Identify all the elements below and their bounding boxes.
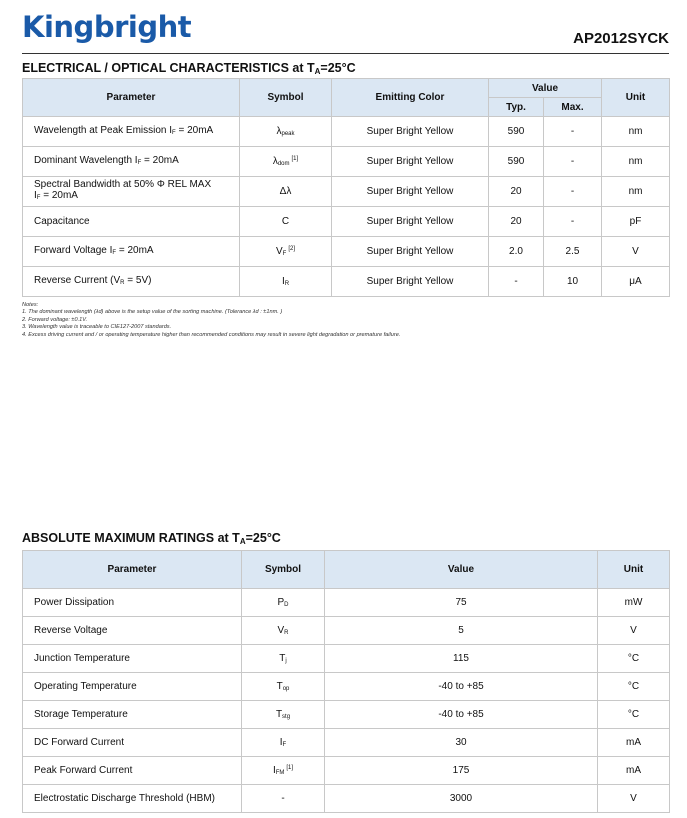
value-text: -40 to +85: [438, 709, 484, 720]
brand-logo: Kingbright: [22, 10, 192, 44]
parameter-subscript: F: [137, 159, 142, 166]
unit-text: pF: [629, 216, 642, 227]
parameter-text: Operating Temperature: [34, 681, 137, 692]
typ-cell: [489, 207, 544, 237]
parameter-text: Reverse Current (V: [34, 274, 121, 286]
emitting-color-cell: [332, 267, 489, 297]
unit-cell: [598, 757, 670, 785]
parameter-cell: [23, 177, 240, 207]
note-item: 2. Forward voltage: ±0.1V.: [22, 316, 88, 323]
symbol-cell: [242, 757, 325, 785]
unit-cell: [602, 147, 670, 177]
typ-value: 20: [510, 216, 522, 227]
unit-text: mW: [624, 597, 643, 608]
emitting-color-cell: [332, 117, 489, 147]
typ-cell: [489, 237, 544, 267]
value-cell: [325, 757, 598, 785]
typ-cell: [489, 117, 544, 147]
parameter-text: Capacitance: [34, 216, 90, 227]
value-cell: [325, 673, 598, 701]
max-value: 10: [566, 276, 579, 287]
parameter-cell: [23, 673, 242, 701]
parameter-text: Wavelength at Peak Emission I: [34, 124, 173, 136]
value-text: 5: [458, 625, 464, 636]
table-row: [23, 701, 670, 729]
parameter-text: Junction Temperature: [34, 653, 130, 664]
unit-text: V: [630, 793, 637, 804]
symbol-cell: [242, 785, 325, 813]
notes: [22, 302, 400, 339]
header-parameter: Parameter: [23, 79, 240, 117]
parameter-cell: [23, 237, 240, 267]
typ-value: 2.0: [509, 246, 523, 257]
unit-cell: [598, 729, 670, 757]
symbol-cell: [242, 729, 325, 757]
unit-text: °C: [627, 653, 640, 664]
parameter-cell: [23, 589, 242, 617]
symbol-subscript: R: [284, 630, 289, 636]
symbol-cell: [240, 117, 332, 147]
max-cell: [544, 267, 602, 297]
symbol-cell: [242, 673, 325, 701]
symbol-text: I: [279, 737, 283, 748]
parameter-cell: [23, 645, 242, 673]
table-row: [23, 757, 670, 785]
table-row: [23, 237, 670, 267]
typ-value: 20: [510, 186, 522, 197]
symbol-text: T: [279, 653, 286, 664]
parameter-text: = 20mA: [175, 124, 214, 136]
parameter-text: = 20mA: [141, 154, 179, 166]
unit-cell: [598, 701, 670, 729]
unit-text: mA: [626, 765, 641, 776]
parameter-text: Dominant Wavelength I: [34, 154, 138, 166]
value-cell: [325, 785, 598, 813]
symbol-cell: [240, 147, 332, 177]
symbol-cell: [242, 701, 325, 729]
symbol-cell: [240, 177, 332, 207]
symbol-cell: [240, 207, 332, 237]
unit-cell: [602, 117, 670, 147]
absolute-ratings-section-title: ABSOLUTE MAXIMUM RATINGS at $T_A=25^\circ C$: [22, 531, 281, 546]
symbol-note: [1]: [291, 156, 299, 162]
symbol-subscript: j: [285, 658, 287, 664]
value-cell: [325, 729, 598, 757]
electrical-section-title: ELECTRICAL / OPTICAL CHARACTERISTICS at $T_A=25^\circ C$: [22, 61, 356, 76]
max-value: 2.5: [565, 246, 580, 257]
parameter-subscript: R: [120, 279, 125, 286]
typ-cell: [489, 267, 544, 297]
symbol-cell: [242, 645, 325, 673]
parameter-text: = 20mA: [40, 190, 78, 201]
parameter-cell: [23, 701, 242, 729]
parameter-cell: [23, 147, 240, 177]
max-cell: [544, 237, 602, 267]
parameter-subscript: F: [172, 129, 176, 136]
unit-text: nm: [628, 186, 643, 197]
value-cell: [325, 617, 598, 645]
parameter-text: Storage Temperature: [34, 709, 128, 720]
value-text: 30: [455, 737, 467, 748]
parameter-text: DC Forward Current: [34, 737, 125, 748]
max-value: -: [570, 156, 575, 167]
unit-cell: [602, 177, 670, 207]
emitting-color-text: Super Bright Yellow: [366, 246, 454, 257]
symbol-note: [1]: [286, 765, 294, 771]
header-symbol: Symbol: [242, 551, 325, 589]
header-typ: Typ.: [489, 98, 544, 117]
symbol-text: T: [275, 709, 283, 720]
absolute-maximum-ratings-table: [22, 550, 670, 813]
symbol-text: λ: [272, 156, 278, 167]
value-cell: [325, 589, 598, 617]
max-value: -: [570, 186, 575, 197]
table-row: [23, 785, 670, 813]
parameter-cell: [23, 729, 242, 757]
parameter-text: = 20mA: [116, 244, 154, 256]
symbol-subscript: dom: [277, 161, 290, 167]
unit-text: °C: [627, 681, 640, 692]
symbol-text: Δλ: [279, 186, 292, 197]
emitting-color-text: Super Bright Yellow: [366, 276, 454, 287]
unit-cell: [598, 785, 670, 813]
header-symbol: Symbol: [240, 79, 332, 117]
table-row: [23, 207, 670, 237]
table-row: [23, 645, 670, 673]
symbol-text: I: [281, 276, 285, 287]
parameter-subscript: F: [36, 195, 41, 201]
unit-text: nm: [628, 126, 643, 137]
value-text: 175: [452, 765, 470, 776]
parameter-text: Reverse Voltage: [34, 625, 108, 636]
note-item: 3. Wavelength value is traceable to CIE127-2007 standards.: [22, 324, 172, 331]
parameter-subscript: F: [112, 249, 117, 256]
unit-text: mA: [626, 737, 641, 748]
unit-text: °C: [627, 709, 640, 720]
symbol-cell: [240, 267, 332, 297]
symbol-text: C: [281, 216, 290, 227]
parameter-cell: [23, 117, 240, 147]
symbol-cell: [242, 589, 325, 617]
parameter-text: Power Dissipation: [34, 597, 115, 608]
unit-text: nm: [628, 156, 643, 167]
symbol-subscript: F: [282, 251, 287, 257]
symbol-subscript: D: [284, 602, 289, 608]
symbol-subscript: FM: [275, 770, 285, 776]
unit-cell: [598, 673, 670, 701]
max-cell: [544, 117, 602, 147]
typ-cell: [489, 177, 544, 207]
unit-cell: [598, 617, 670, 645]
symbol-text: λ: [276, 126, 282, 137]
value-text: 75: [455, 597, 467, 608]
unit-text: V: [630, 625, 637, 636]
parameter-text: I: [34, 190, 37, 201]
parameter-text: = 5V): [124, 274, 152, 286]
symbol-text: I: [272, 765, 276, 776]
unit-cell: [602, 207, 670, 237]
symbol-text: -: [281, 793, 285, 804]
value-cell: [325, 645, 598, 673]
header-emitting-color: Emitting Color: [332, 79, 489, 117]
symbol-subscript: op: [282, 686, 290, 692]
symbol-text: P: [277, 597, 285, 608]
parameter-text: Forward Voltage I: [34, 244, 113, 256]
table-row: [23, 589, 670, 617]
header-unit: Unit: [602, 79, 670, 117]
typ-value: 590: [507, 156, 525, 167]
max-cell: [544, 147, 602, 177]
table-row: [23, 729, 670, 757]
emitting-color-cell: [332, 237, 489, 267]
parameter-text: Spectral Bandwidth at 50% Φ REL MAX: [34, 179, 212, 190]
unit-cell: [602, 267, 670, 297]
header-parameter: Parameter: [23, 551, 242, 589]
parameter-cell: [23, 757, 242, 785]
note-item: 1. The dominant wavelength (λd) above is the setup value of the sorting machine. (Tolerance λd : ±1nm. ): [22, 309, 283, 316]
emitting-color-text: Super Bright Yellow: [366, 186, 454, 197]
symbol-subscript: stg: [282, 714, 291, 720]
emitting-color-text: Super Bright Yellow: [366, 126, 454, 137]
table-row: [23, 617, 670, 645]
electrical-characteristics-table: [22, 78, 670, 297]
value-text: 115: [453, 653, 469, 664]
symbol-note: [2]: [288, 246, 295, 252]
table-row: [23, 117, 670, 147]
notes-heading: Notes:: [22, 302, 39, 308]
unit-text: V: [632, 246, 639, 257]
symbol-text: V: [277, 625, 285, 636]
parameter-text: Peak Forward Current: [34, 765, 133, 776]
emitting-color-text: Super Bright Yellow: [366, 216, 454, 227]
table-row: [23, 177, 670, 207]
max-value: -: [570, 216, 575, 227]
symbol-cell: [242, 617, 325, 645]
table-row: [23, 267, 670, 297]
header-value: Value: [489, 79, 602, 98]
table-row: [23, 147, 670, 177]
unit-cell: [602, 237, 670, 267]
table-row: [23, 673, 670, 701]
emitting-color-cell: [332, 177, 489, 207]
note-item: 4. Excess driving current and / or operating temperature higher than recommended conditions may result in severe light degradation or premature failure.: [22, 331, 401, 338]
header-max: Max.: [544, 98, 602, 117]
emitting-color-text: Super Bright Yellow: [366, 156, 454, 167]
max-value: -: [570, 126, 575, 137]
header-value: Value: [325, 551, 598, 589]
typ-value: 590: [507, 126, 525, 137]
header-unit: Unit: [598, 551, 670, 589]
parameter-text: Electrostatic Discharge Threshold (HBM): [34, 793, 215, 804]
header-divider: [22, 53, 669, 54]
symbol-text: V: [275, 246, 283, 257]
value-text: 3000: [449, 793, 473, 804]
unit-text: μA: [629, 276, 642, 287]
emitting-color-cell: [332, 207, 489, 237]
symbol-subscript: F: [282, 742, 287, 748]
typ-cell: [489, 147, 544, 177]
typ-value: -: [514, 276, 518, 287]
max-cell: [544, 207, 602, 237]
parameter-cell: [23, 207, 240, 237]
parameter-cell: [23, 267, 240, 297]
max-cell: [544, 177, 602, 207]
value-cell: [325, 701, 598, 729]
part-number: AP2012SYCK: [573, 30, 669, 47]
parameter-cell: [23, 785, 242, 813]
value-text: -40 to +85: [438, 681, 484, 692]
unit-cell: [598, 589, 670, 617]
symbol-cell: [240, 237, 332, 267]
symbol-subscript: peak: [281, 131, 295, 137]
symbol-text: T: [276, 681, 283, 692]
unit-cell: [598, 645, 670, 673]
parameter-cell: [23, 617, 242, 645]
symbol-subscript: R: [284, 281, 290, 287]
emitting-color-cell: [332, 147, 489, 177]
